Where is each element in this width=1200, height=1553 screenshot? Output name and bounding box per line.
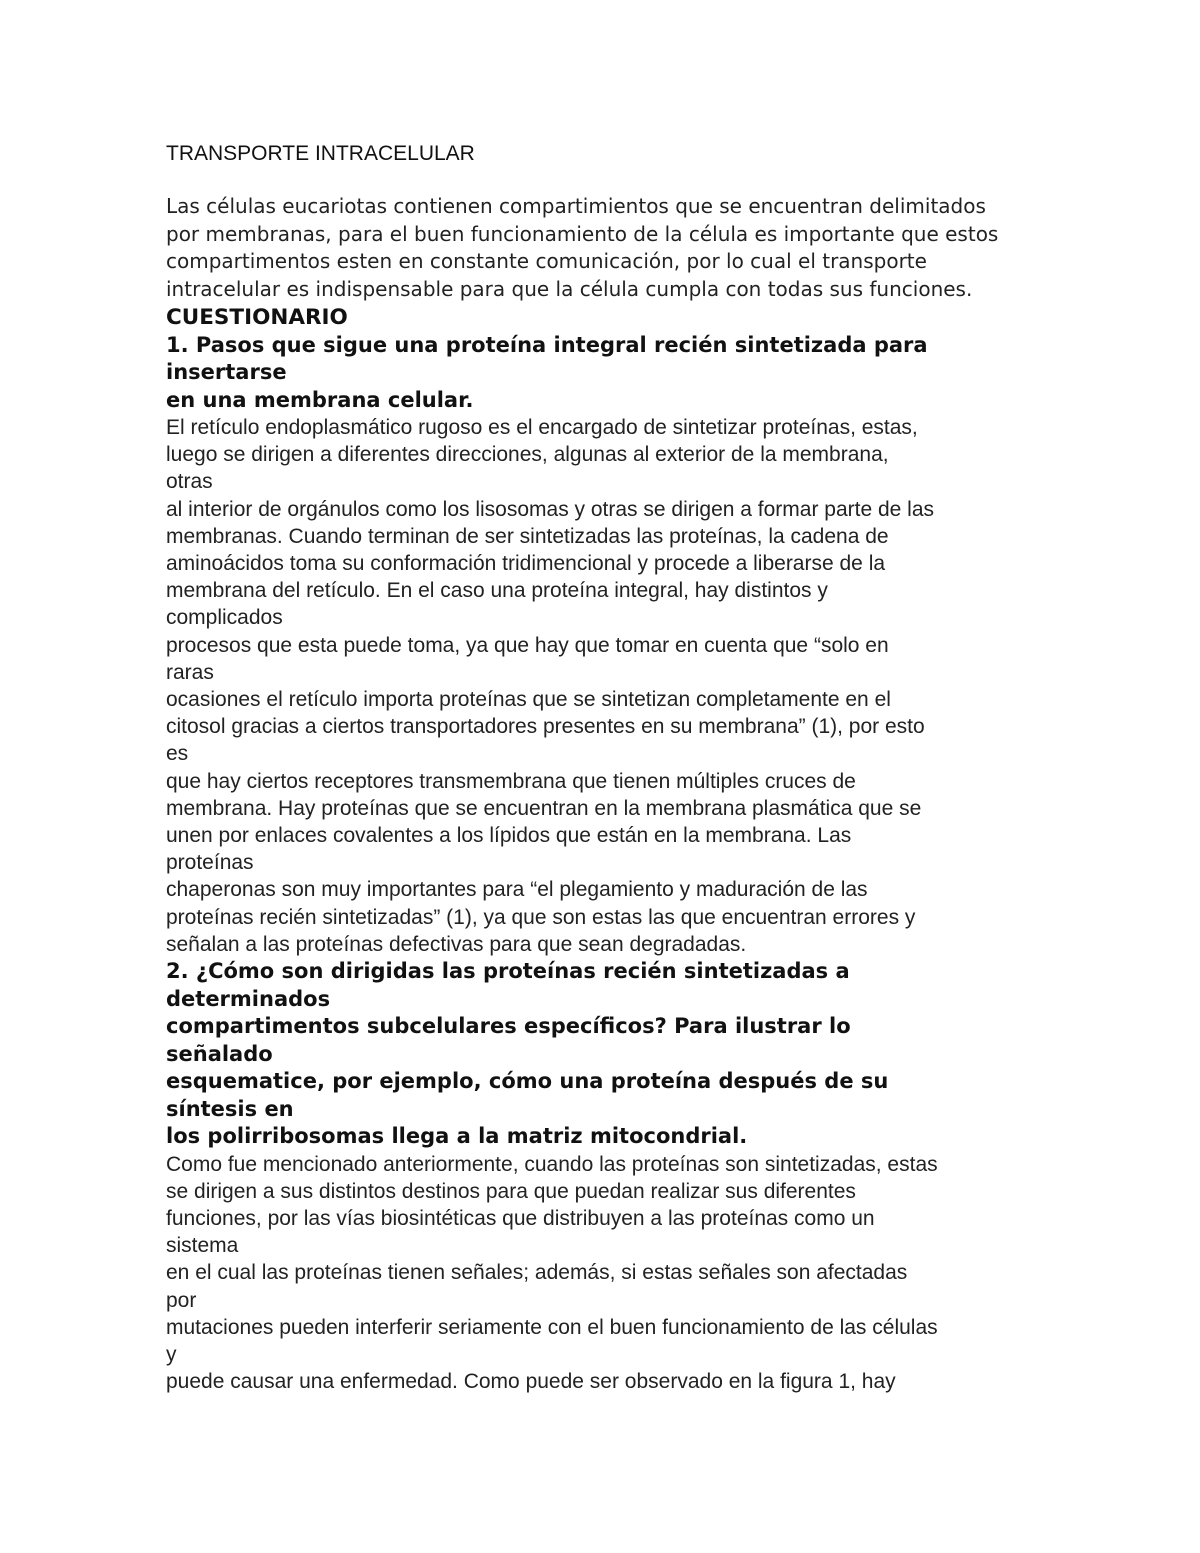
answer-line: complicados xyxy=(166,606,283,630)
answer-line: señalan a las proteínas defectivas para que sean degradadas. xyxy=(166,932,747,956)
answer-line: funciones, por las vías biosintéticas que distribuyen a las proteínas como un xyxy=(166,1206,875,1230)
answer-line: procesos que esta puede toma, ya que hay que tomar en cuenta que “solo en xyxy=(166,633,889,657)
document-title: TRANSPORTE INTRACELULAR xyxy=(166,142,475,165)
answer-line: aminoácidos toma su conformación tridimencional y procede a liberarse de la xyxy=(166,552,886,576)
intro-paragraph xyxy=(166,193,1066,303)
answer-line: chaperonas son muy importantes para “el plegamiento y maduración de las xyxy=(166,878,868,902)
answer-2 xyxy=(166,1151,1066,1396)
answer-line: y xyxy=(166,1342,177,1366)
document-page xyxy=(166,140,1066,1395)
question-line: insertarse xyxy=(166,360,287,384)
answer-line: sistema xyxy=(166,1234,239,1258)
answer-line: proteínas recién sintetizadas” (1), ya que son estas las que encuentran errores y xyxy=(166,905,916,929)
question-line: señalado xyxy=(166,1041,273,1066)
answer-line: que hay ciertos receptores transmembrana que tienen múltiples cruces de xyxy=(166,769,856,793)
question-line: 2. ¿Cómo son dirigidas las proteínas recién sintetizadas a xyxy=(166,959,850,984)
question-line: en una membrana celular. xyxy=(166,387,474,412)
question-line: compartimentos subcelulares específicos? Para ilustrar lo xyxy=(166,1014,851,1039)
answer-line: al interior de orgánulos como los lisosomas y otras se dirigen a formar parte de las xyxy=(166,497,935,521)
answer-line: se dirigen a sus distintos destinos para que puedan realizar sus diferentes xyxy=(166,1179,856,1203)
answer-line: raras xyxy=(166,660,214,684)
question-line: determinados xyxy=(166,986,331,1011)
intro-line: Las células eucariotas contienen compartimientos que se encuentran delimitados xyxy=(166,194,986,218)
intro-line: intracelular es indispensable para que la célula cumpla con todas sus funciones. xyxy=(166,276,973,301)
question-line: esquematice, por ejemplo, cómo una proteína después de su xyxy=(166,1069,889,1094)
answer-line: puede causar una enfermedad. Como puede ser observado en la figura 1, hay xyxy=(166,1370,896,1394)
answer-line: El retículo endoplasmático rugoso es el encargado de sintetizar proteínas, estas, xyxy=(166,416,918,439)
answer-line: membrana del retículo. En el caso una proteína integral, hay distintos y xyxy=(166,579,828,603)
answer-line: por xyxy=(166,1288,197,1312)
answer-line: ocasiones el retículo importa proteínas que se sintetizan completamente en el xyxy=(166,688,891,712)
answer-line: luego se dirigen a diferentes direcciones, algunas al exterior de la membrana, xyxy=(166,443,889,467)
question-1 xyxy=(166,332,1066,415)
answer-line: otras xyxy=(166,470,213,494)
answer-line: es xyxy=(166,742,189,766)
answer-line: unen por enlaces covalentes a los lípidos que están en la membrana. Las xyxy=(166,824,852,848)
answer-line: en el cual las proteínas tienen señales; además, si estas señales son afectadas xyxy=(166,1261,908,1285)
answer-1 xyxy=(166,414,1066,958)
section-heading: CUESTIONARIO xyxy=(166,305,348,330)
intro-line: compartimentos esten en constante comunicación, por lo cual el transporte xyxy=(166,249,927,273)
answer-line: Como fue mencionado anteriormente, cuando las proteínas son sintetizadas, estas xyxy=(166,1152,938,1176)
intro-line: por membranas, para el buen funcionamiento de la célula es importante que estos xyxy=(166,221,999,246)
question-line: los polirribosomas llega a la matriz mitocondrial. xyxy=(166,1124,748,1149)
answer-line: membranas. Cuando terminan de ser sintetizadas las proteínas, la cadena de xyxy=(166,524,889,548)
answer-line: proteínas xyxy=(166,851,254,875)
answer-line: mutaciones pueden interferir seriamente con el buen funcionamiento de las células xyxy=(166,1315,938,1339)
answer-line: membrana. Hay proteínas que se encuentran en la membrana plasmática que se xyxy=(166,796,922,820)
answer-line: citosol gracias a ciertos transportadores presentes en su membrana” (1), por esto xyxy=(166,715,925,739)
question-line: síntesis en xyxy=(166,1096,294,1121)
question-line: 1. Pasos que sigue una proteína integral recién sintetizada para xyxy=(166,332,928,357)
question-2 xyxy=(166,958,1066,1151)
